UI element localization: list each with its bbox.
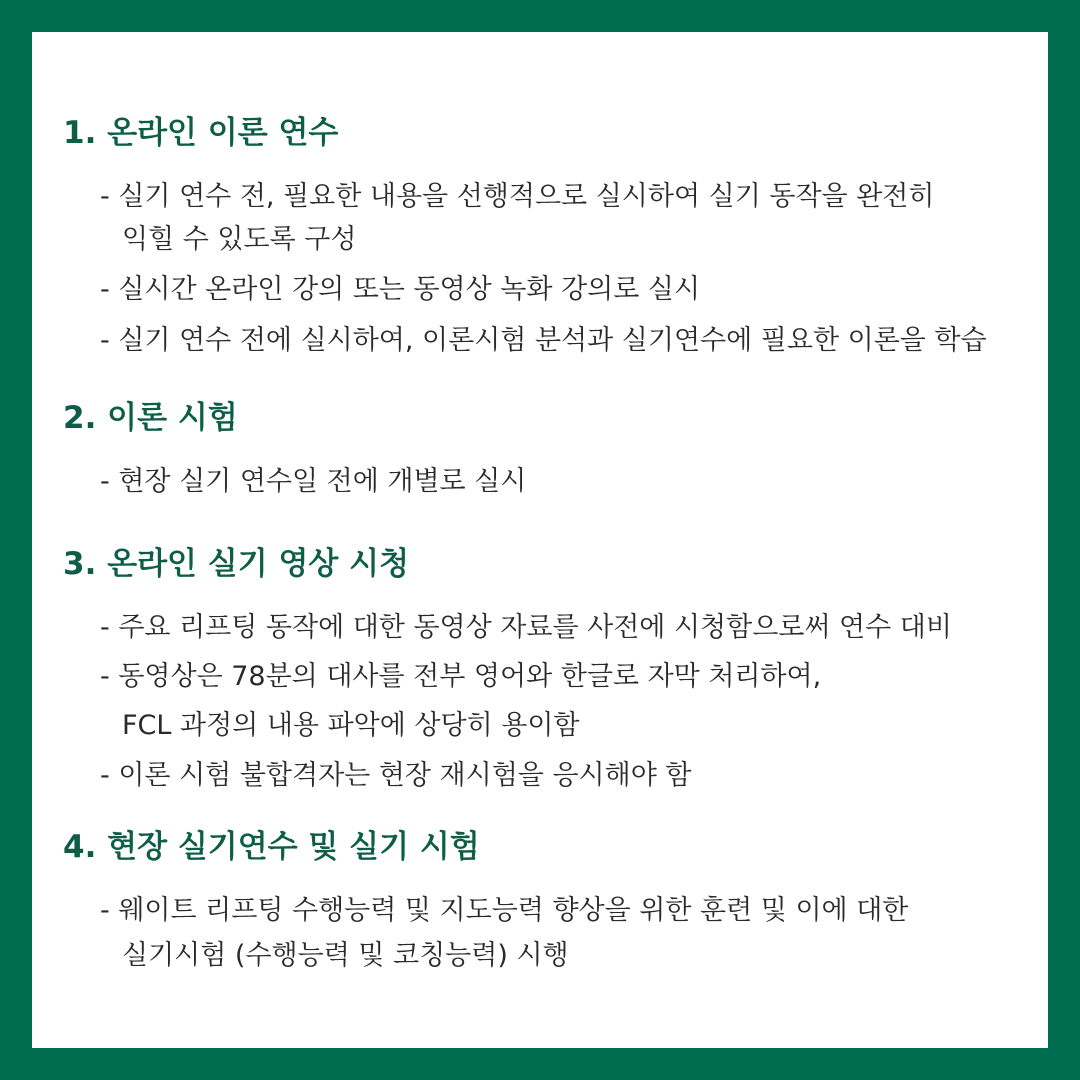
section-4-line-1: - 웨이트 리프팅 수행능력 및 지도능력 향상을 위한 훈련 및 이에 대한 [100,895,909,926]
section-heading-4: 4. 현장 실기연수 및 실기 시험 [63,829,480,865]
section-1-line-2: 익힐 수 있도록 구성 [122,224,357,255]
section-1-line-4: - 실기 연수 전에 실시하여, 이론시험 분석과 실기연수에 필요한 이론을 학습 [100,325,987,356]
section-4-line-2: 실기시험 (수행능력 및 코칭능력) 시행 [122,940,569,971]
section-1-line-3: - 실시간 온라인 강의 또는 동영상 녹화 강의로 실시 [100,274,701,305]
section-3-line-3: FCL 과정의 내용 파악에 상당히 용이함 [122,710,580,741]
section-3-line-1: - 주요 리프팅 동작에 대한 동영상 자료를 사전에 시청함으로써 연수 대비 [100,612,952,643]
section-1-line-1: - 실기 연수 전, 필요한 내용을 선행적으로 실시하여 실기 동작을 완전히 [100,181,935,212]
section-3-line-2: - 동영상은 78분의 대사를 전부 영어와 한글로 자막 처리하여, [100,661,822,692]
section-heading-1: 1. 온라인 이론 연수 [63,115,339,151]
section-heading-3: 3. 온라인 실기 영상 시청 [63,546,410,582]
section-2-line-1: - 현장 실기 연수일 전에 개별로 실시 [100,466,527,497]
section-heading-2: 2. 이론 시험 [63,400,238,436]
content-card [32,32,1048,1048]
section-3-line-4: - 이론 시험 불합격자는 현장 재시험을 응시해야 함 [100,760,692,791]
